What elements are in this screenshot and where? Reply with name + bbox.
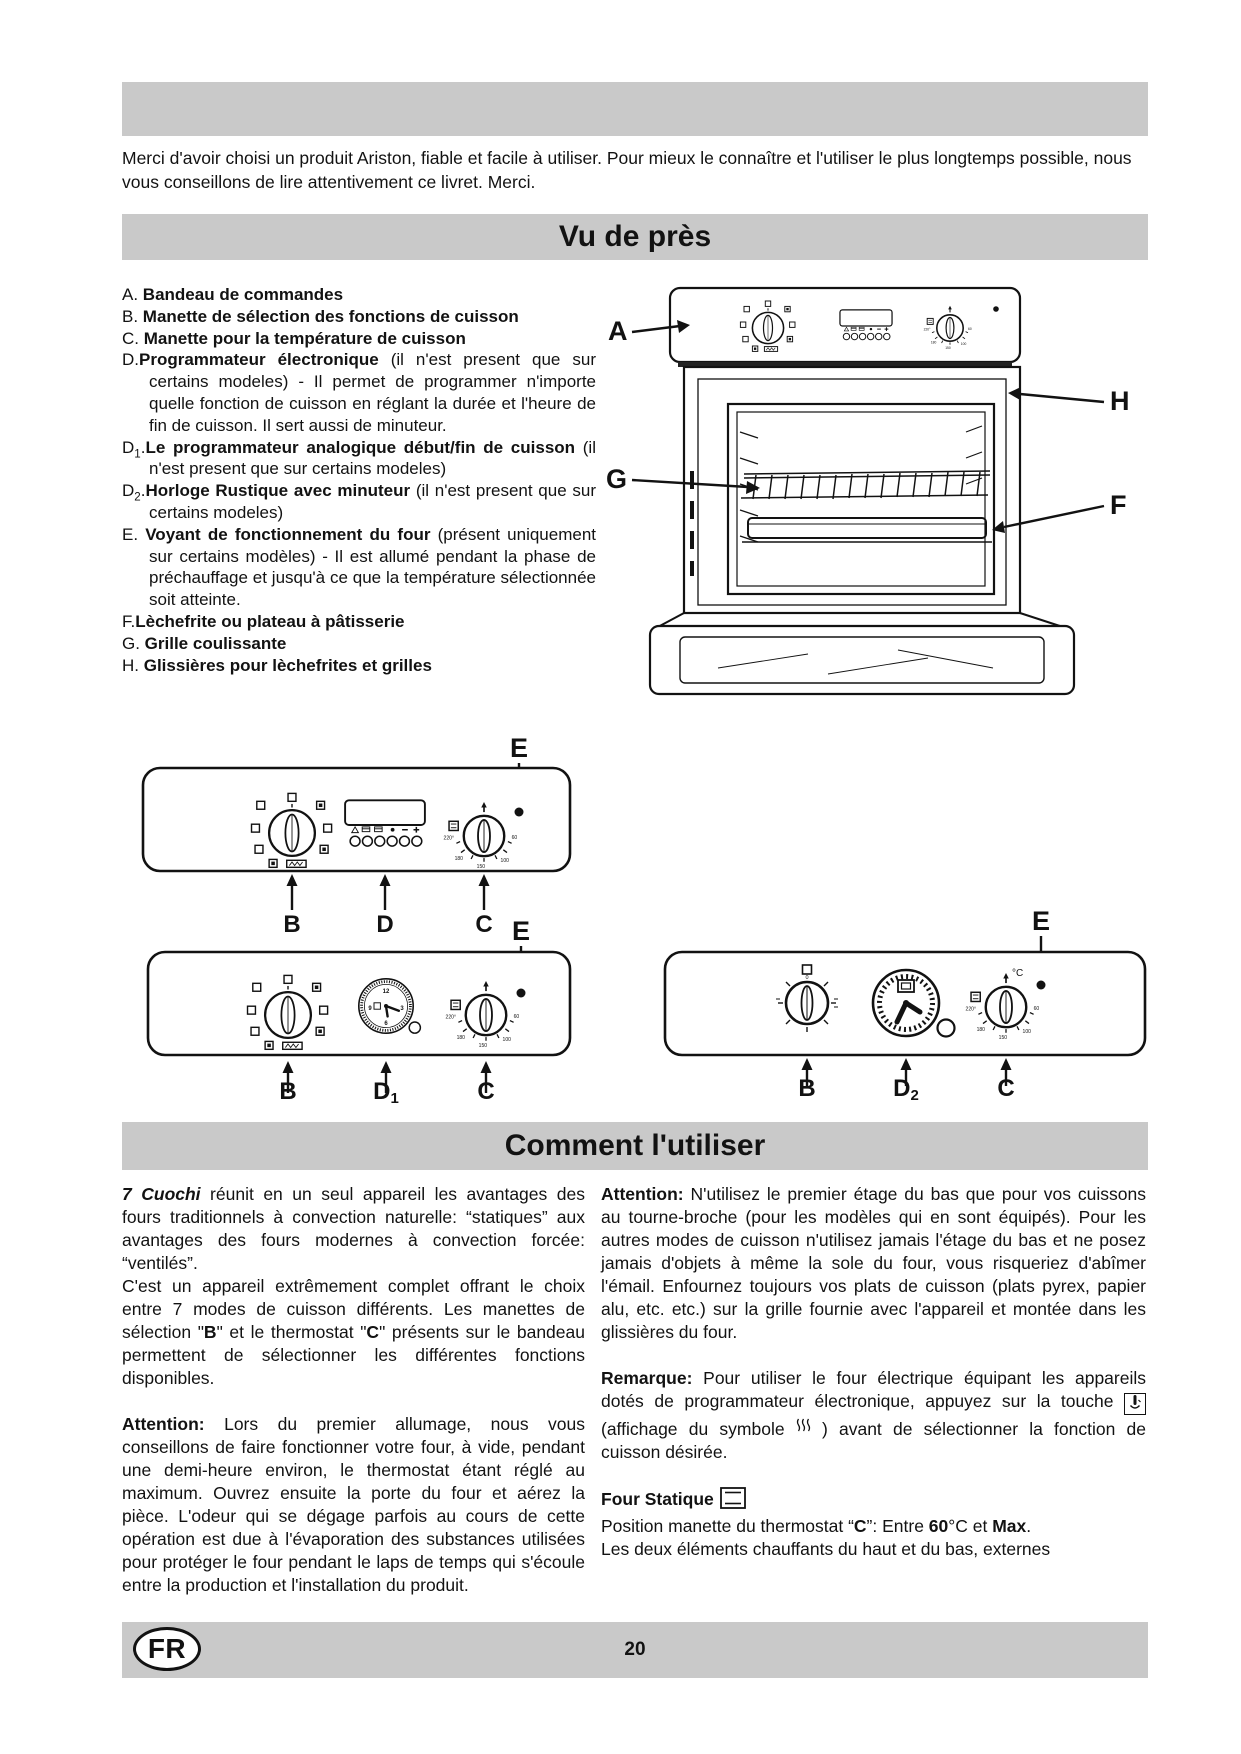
svg-text:D1: D1 <box>373 1078 399 1103</box>
section-bar-vu-de-pres <box>122 214 1148 260</box>
header-bar <box>122 82 1148 136</box>
steam-symbol-icon <box>796 1415 811 1438</box>
indicator-light-dot-icon <box>1037 981 1046 990</box>
footer-bar <box>122 1622 1148 1678</box>
label-C <box>477 1061 494 1103</box>
column-left <box>122 1183 585 1597</box>
svg-text:D2: D2 <box>893 1075 919 1100</box>
oven-control-panel <box>670 288 1020 362</box>
label-E: E <box>511 916 531 946</box>
svg-text:D: D <box>376 911 394 935</box>
sliding-rack <box>741 471 990 499</box>
oven-cavity <box>728 404 994 594</box>
paragraph-attention-left: Attention: Lors du premier allumage, nous vous conseillons de faire fonctionner votre four, à vide, pendant une demi-heure environ, le thermostat étant réglé au maximum. Ouvrez ensuite la porte du four et aérez la pièce. L'odeur qui se dégage parfois au cours de cette opération est due à l'évaporation des substances utilisées pour protéger le four pendant le laps de temps qui s'écoule entre la production et l'installation du produit. <box>122 1414 585 1595</box>
svg-text:B: B <box>283 911 301 935</box>
panel-figure-electronic <box>128 711 578 935</box>
list-item-H: H. Glissières pour lèchefrites et grilles <box>122 655 432 675</box>
paragraph-heating-elements: Les deux éléments chauffants du haut et du bas, externes <box>601 1539 1051 1559</box>
panel-figure-rustic <box>660 826 1152 1100</box>
label-E: E <box>1031 906 1051 936</box>
label-C <box>997 1058 1014 1100</box>
svg-text:G: G <box>606 464 628 494</box>
svg-text:C: C <box>475 911 493 935</box>
indicator-light-dot-icon <box>515 808 524 817</box>
touch-key-icon <box>1124 1393 1146 1415</box>
label-E: E <box>509 733 529 763</box>
page-number: 20 <box>624 1639 646 1660</box>
oven-door <box>650 613 1074 694</box>
paragraph-attention-right: Attention: N'utilisez le premier étage du bas que pour vos cuissons au tourne-broche (pour les modèles qui en sont équipés). Pour les autres modes de cuisson n'utilisez jamais l'étage du bas et ne posez jamais d'objets à même la sole du four, vous risqueriez d'abîmer l'émail. Enfournez toujours vos plats de cuisson (plats pyrex, papier alu, etc. etc.) sur la grille fournie avec l'appareil et montée dans les glissières du four. <box>601 1184 1146 1342</box>
label-B <box>279 1061 296 1103</box>
list-item-A: A. Bandeau de commandes <box>122 285 344 304</box>
svg-text:C: C <box>477 1078 495 1103</box>
paragraph-7cuochi: 7 Cuochi réunit en un seul appareil les avantages des fours traditionnels à convection naturelle: “statiques” aux avantages des fours modernes à convection forcée: “ventilés”. <box>122 1184 585 1273</box>
svg-text:H: H <box>1110 386 1130 416</box>
list-item-F: F.Lèchefrite ou plateau à pâtisserie <box>122 611 405 631</box>
svg-text:B: B <box>279 1078 297 1103</box>
celsius-mark: °C <box>1012 968 1024 979</box>
oven-light-dot-icon <box>993 306 999 312</box>
svg-text:C: C <box>997 1075 1015 1100</box>
country-badge <box>133 1627 201 1671</box>
list-item-E: E. Voyant de fonctionnement du four (présent uniquement sur certains modèles) - Il est allumé pendant la phase de préchauffage et jusqu'à ce que la température sélectionnée soit atteinte. <box>122 524 597 610</box>
svg-text:F: F <box>1110 490 1127 520</box>
country-code: FR <box>147 1633 187 1664</box>
label-B <box>798 1058 815 1100</box>
indicator-light-dot-icon <box>517 989 526 998</box>
panel-figure-analog <box>128 903 578 1103</box>
oven-drawing <box>650 288 1074 694</box>
list-item-D1: $D_1.Le$ programmateur analogique début/fin de cuisson (il n'est present que sur certains modeles) <box>122 437 596 479</box>
intro-paragraph: Merci d'avoir choisi un produit Ariston, fiable et facile à utiliser. Pour mieux le connaître et l'utiliser le plus longtemps possible, nous vous conseillons de lire attentivement ce livret. Merci. <box>122 148 1132 192</box>
drip-pan <box>742 518 992 542</box>
subheading-four-statique: Four Statique <box>601 1487 1146 1515</box>
label-D1 <box>373 1061 399 1103</box>
oven-label-F <box>992 490 1127 533</box>
paragraph-thermostat-position: Position manette du thermostat “C”: Entre 60°C et Max. <box>601 1516 1032 1536</box>
column-right <box>601 1183 1146 1561</box>
label-D2 <box>893 1058 919 1100</box>
list-item-B: B. Manette de sélection des fonctions de cuisson <box>122 306 519 326</box>
list-item-C: C. Manette pour la température de cuisson <box>122 328 466 348</box>
list-item-D: D.Programmateur électronique (il n'est present que sur certains modeles) - Il permet de programmer n'importe quelle fonction de cuisson en réglant la durée et l'heure de fin de cuisson. Il sert aussi de minuteur. <box>122 350 596 435</box>
section-bar-comment-utiliser <box>122 1122 1148 1170</box>
list-item-G: G. Grille coulissante <box>122 633 287 653</box>
parts-list <box>122 284 596 676</box>
svg-text:B: B <box>798 1075 816 1100</box>
svg-text:A: A <box>608 316 628 346</box>
static-oven-icon <box>720 1487 746 1515</box>
control-panel-strip <box>143 768 570 871</box>
paragraph-modes: C'est un appareil extrêmement complet offrant le choix entre 7 modes de cuisson différents. Les manettes de sélection "B" et le thermostat "C" présents sur le bandeau permettent de sélectionner les différentes fonctions disponibles. <box>122 1276 585 1388</box>
section-title-comment-utiliser: Comment l'utiliser <box>504 1129 766 1162</box>
paragraph-remarque: Remarque: Pour utiliser le four électrique équipant les appareils dotés de programmateur électronique, appuyez sur la touche (affichage du symbole ) avant de sélectionner la fonction de cuisson désirée. <box>601 1368 1146 1462</box>
oven-label-H <box>1008 386 1130 416</box>
list-item-D2: $D_2.Horloge$ Rustique avec minuteur (il n'est present que sur certains modeles) <box>122 481 596 522</box>
oven-diagram <box>598 276 1143 704</box>
section-title-vu-de-pres: Vu de près <box>558 220 712 253</box>
